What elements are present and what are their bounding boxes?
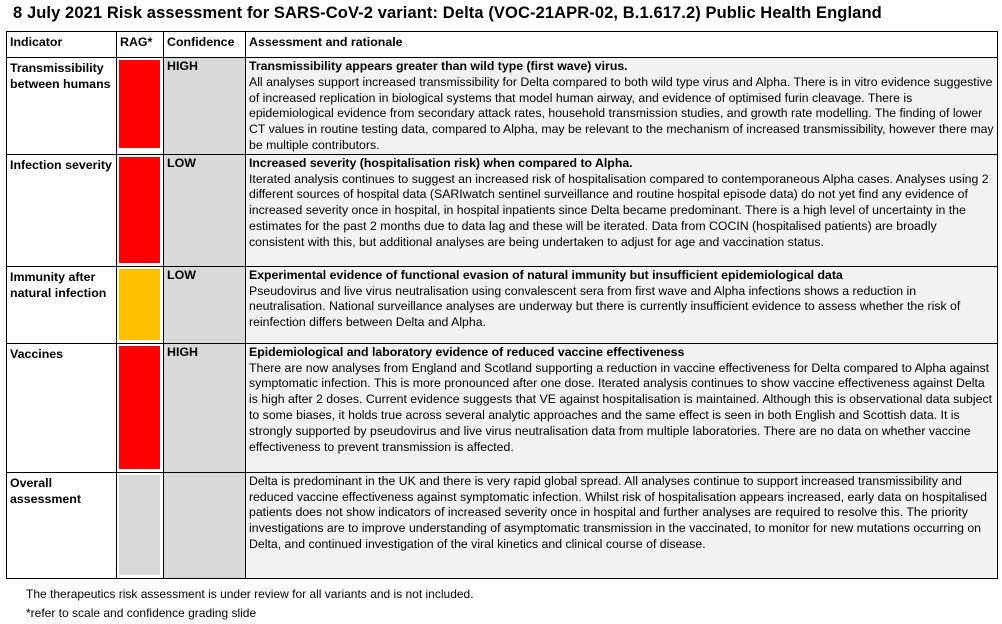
assessment-heading: Experimental evidence of functional evasion of natural immunity but insufficient epidemiological data: [249, 267, 843, 282]
rag-indicator: [119, 475, 160, 575]
indicator-cell: Transmissibility between humans: [7, 58, 117, 155]
confidence-cell: LOW: [164, 154, 246, 266]
assessment-text: Pseudovirus and live virus neutralisation using convalescent sera from first wave and Alpha infections shows a reduction in neutralisation. National surveillance analyses are underway but there is currently insufficient evidence to assess whether the risk of reinfection differs between Delta and Alpha.: [249, 283, 961, 330]
assessment-cell: [246, 58, 998, 155]
page-title: 8 July 2021 Risk assessment for SARS-CoV-2 variant: Delta (VOC-21APR-02, B.1.617.2) Public Health England: [13, 4, 882, 22]
footnote-rag: *refer to scale and confidence grading slide: [26, 606, 257, 620]
assessment-cell: [246, 343, 998, 472]
indicator-cell: Overall assessment: [7, 472, 117, 578]
footnote-therapeutics: The therapeutics risk assessment is under review for all variants and is not included.: [26, 587, 474, 601]
assessment-text: Iterated analysis continues to suggest an increased risk of hospitalisation compared to contemporaneous Alpha cases. Analyses using 2 different sources of hospital data (SARIwatch sentinel surveillance and routine hospital episode data) do not yet find any evidence of increased severity once in hospital, in hospital inpatients since Delta became predominant. There is a high level of uncertainty in the estimates for the past 2 months due to data lag and these will be iterated. Data from COCIN (hospitalised patients) are broadly consistent with this, but additional analyses are being undertaken to adjust for age and vaccination status.: [249, 171, 989, 249]
assessment-cell: [246, 154, 998, 266]
rag-indicator: [119, 157, 160, 263]
confidence-cell: [164, 472, 246, 578]
rag-indicator: [119, 346, 160, 469]
confidence-cell: HIGH: [164, 343, 246, 472]
assessment-text: All analyses support increased transmissibility for Delta compared to both wild type virus and Alpha. There is in vitro evidence suggestive of increased replication in biological systems that model human airway, and evidence of optimised furin cleavage. There is epidemiological evidence from secondary attack rates, household transmission studies, and growth rate modelling. The finding of lower CT values in routine testing data, compared to Alpha, may be relevant to the mechanism of increased transmissibility, however there may be multiple contributors.: [249, 74, 994, 152]
assessment-cell: [246, 266, 998, 343]
table-row: [7, 154, 998, 266]
table-row: [7, 472, 998, 578]
rag-indicator: [119, 269, 160, 340]
confidence-cell: HIGH: [164, 58, 246, 155]
header-rag: RAG*: [117, 32, 164, 58]
table-row: [7, 58, 998, 155]
risk-assessment-table: [6, 31, 998, 579]
table-row: [7, 343, 998, 472]
table-row: [7, 266, 998, 343]
indicator-cell: Immunity after natural infection: [7, 266, 117, 343]
assessment-text: Delta is predominant in the UK and there is very rapid global spread. All analyses continue to support increased transmissibility and reduced vaccine effectiveness against symptomatic infection. Whilst risk of hospitalisation appears increased, early data on hospitalised patients does not show indicators of increased severity once in hospital and further analyses are required to resolve this. The priority investigations are to improve understanding of asymptomatic transmission in the vaccinated, to monitor for new mutations occurring on Delta, and continued investigation of the viral kinetics and clinical course of disease.: [249, 473, 987, 551]
assessment-heading: Epidemiological and laboratory evidence of reduced vaccine effectiveness: [249, 344, 685, 359]
confidence-cell: LOW: [164, 266, 246, 343]
assessment-heading: Transmissibility appears greater than wild type (first wave) virus.: [249, 59, 628, 73]
assessment-heading: Increased severity (hospitalisation risk) when compared to Alpha.: [249, 155, 633, 170]
indicator-cell: Vaccines: [7, 343, 117, 472]
header-confidence: Confidence: [164, 32, 246, 58]
header-assessment: Assessment and rationale: [246, 32, 998, 58]
assessment-text: There are now analyses from England and Scotland supporting a reduction in vaccine effectiveness for Delta compared to Alpha against symptomatic infection. This is more pronounced after one dose. Iterated analysis continues to show vaccine effectiveness against Delta is high after 2 doses. Current evidence suggests that VE against hospitalisation is maintained. Although this is observational data subject to some biases, it holds true across several analytic approaches and the same effect is seen in both English and Scottish data. It is strongly supported by pseudovirus and live virus neutralisation data from multiple laboratories. There are no data on whether vaccine effectiveness to prevent transmission is affected.: [249, 360, 993, 454]
indicator-cell: Infection severity: [7, 154, 117, 266]
rag-indicator: [119, 60, 160, 148]
assessment-cell: [246, 472, 998, 578]
header-row: [7, 32, 998, 58]
header-indicator: Indicator: [7, 32, 117, 58]
